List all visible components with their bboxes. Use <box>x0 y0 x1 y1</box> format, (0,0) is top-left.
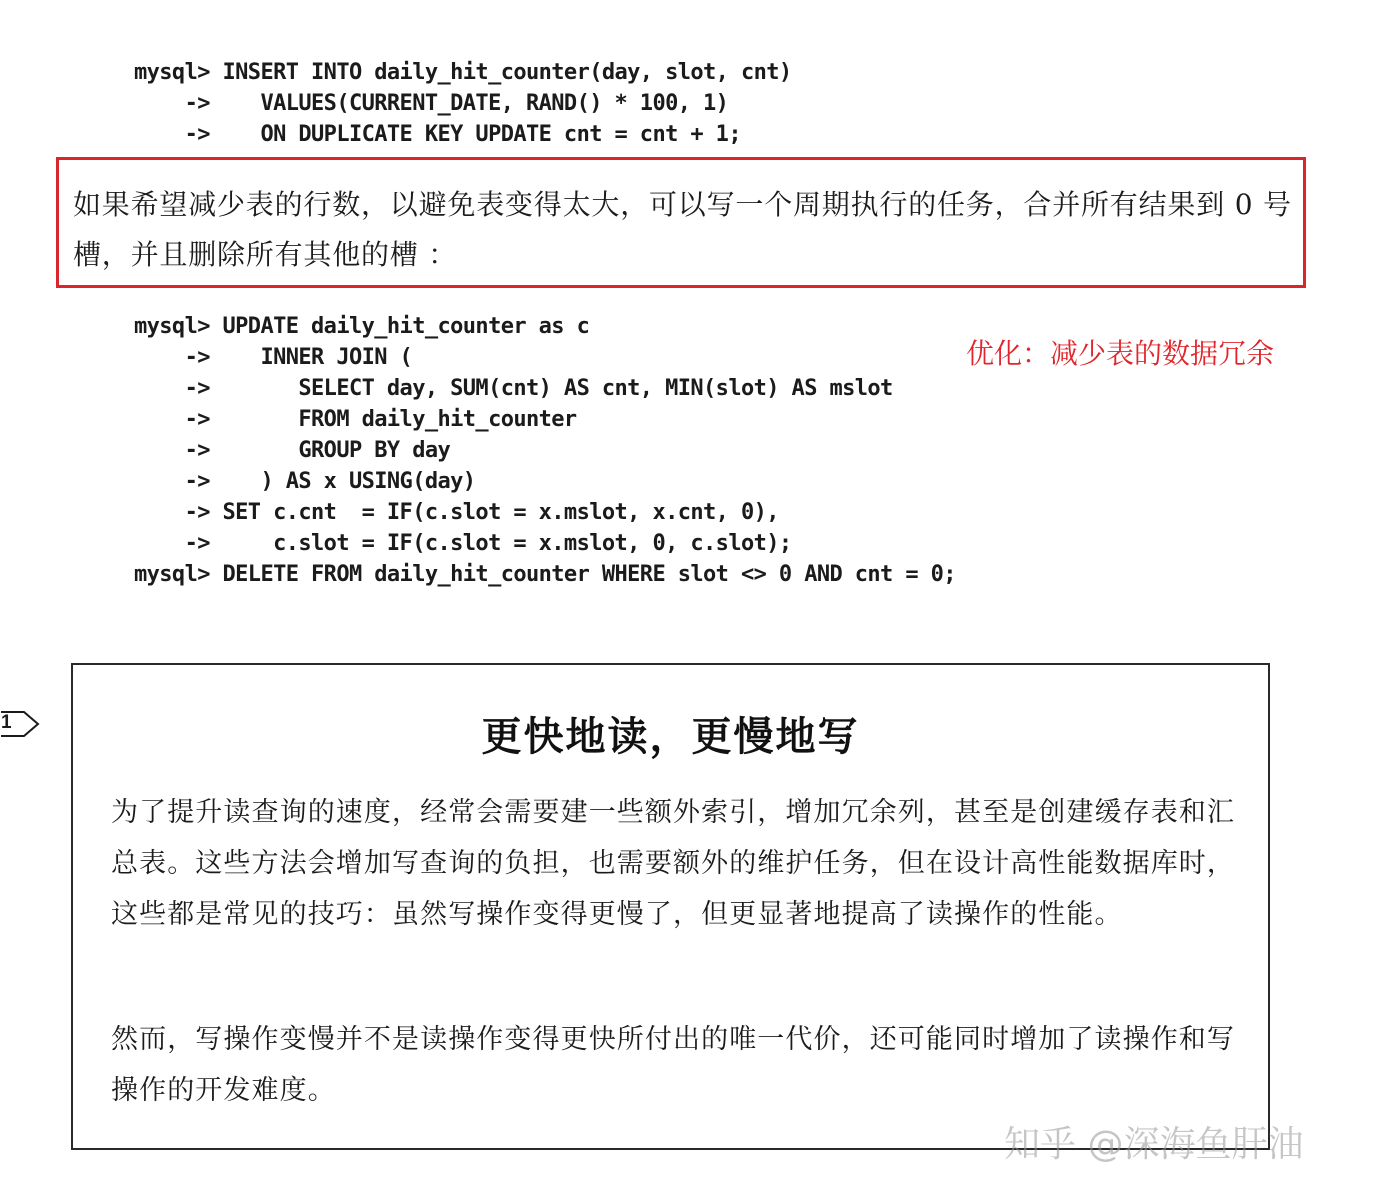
sidebar-box <box>71 663 1270 1150</box>
code-line: -> FROM daily_hit_counter <box>134 407 577 432</box>
code-line: -> SET c.cnt = IF(c.slot = x.mslot, x.cnt, 0), <box>134 500 779 525</box>
margin-marker <box>0 710 40 738</box>
code-block-update <box>134 311 956 590</box>
sidebar-title: 更快地读，更慢地写 <box>481 714 860 760</box>
annotation-note: 优化：减少表的数据冗余 <box>966 337 1275 370</box>
code-line: -> c.slot = IF(c.slot = x.mslot, 0, c.slot); <box>134 531 792 556</box>
code-line: mysql> UPDATE daily_hit_counter as c <box>134 314 590 339</box>
code-line: -> ) AS x USING(day) <box>134 469 476 494</box>
highlight-box <box>56 157 1306 288</box>
code-line: mysql> INSERT INTO daily_hit_counter(day, slot, cnt) <box>134 60 792 85</box>
watermark: 知乎 @深海鱼肝油 <box>1004 1124 1304 1165</box>
code-line: -> GROUP BY day <box>134 438 451 463</box>
marker-label: 1 <box>1 712 12 733</box>
code-block-insert <box>134 57 792 150</box>
code-line: -> INNER JOIN ( <box>134 345 413 370</box>
code-line: -> SELECT day, SUM(cnt) AS cnt, MIN(slot) AS mslot <box>134 376 893 401</box>
code-line: -> VALUES(CURRENT_DATE, RAND() * 100, 1) <box>134 91 729 116</box>
sidebar-paragraph: 为了提升读查询的速度，经常会需要建一些额外索引，增加冗余列，甚至是创建缓存表和汇总表。这些方法会增加写查询的负担，也需要额外的维护任务，但在设计高性能数据库时，这些都是常见的技巧：虽然写操作变得更慢了，但更显著地提高了读操作的性能。 <box>111 797 1235 930</box>
highlight-text: 如果希望减少表的行数，以避免表变得太大，可以写一个周期执行的任务，合并所有结果到 0 号槽，并且删除所有其他的槽 ： <box>73 188 1292 271</box>
code-line: -> ON DUPLICATE KEY UPDATE cnt = cnt + 1; <box>134 122 741 147</box>
sidebar-paragraph: 然而，写操作变慢并不是读操作变得更快所付出的唯一代价，还可能同时增加了读操作和写操作的开发难度。 <box>111 1024 1235 1106</box>
code-line: mysql> DELETE FROM daily_hit_counter WHERE slot <> 0 AND cnt = 0; <box>134 562 956 587</box>
